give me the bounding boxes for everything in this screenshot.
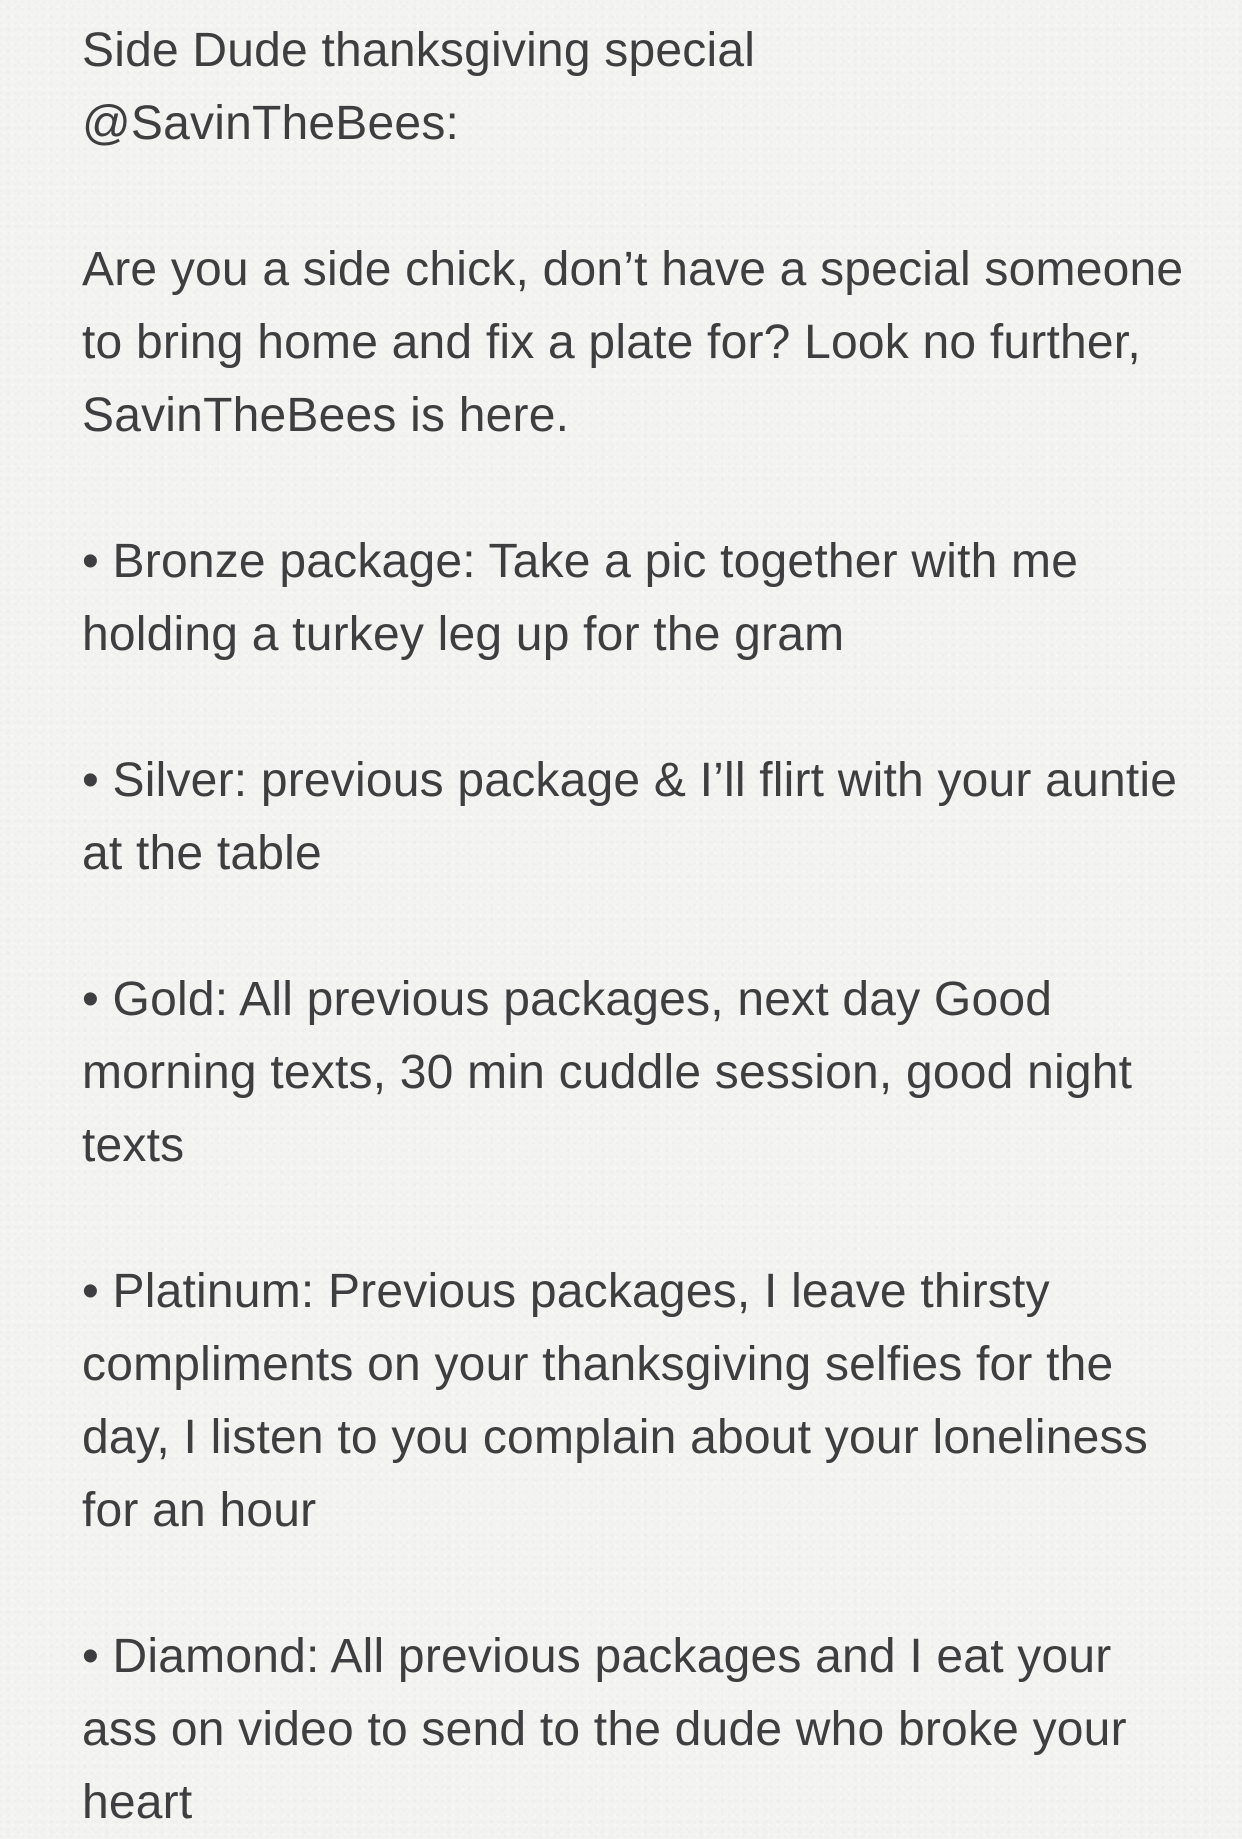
paragraph-gap <box>82 671 1192 744</box>
package-diamond: • Diamond: All previous packages and I eat your ass on video to send to the dude who broke your heart <box>82 1630 1127 1829</box>
paragraph-gap <box>82 1182 1192 1255</box>
package-gold: • Gold: All previous packages, next day Good morning texts, 30 min cuddle session, good night texts <box>82 973 1133 1172</box>
paragraph-gap <box>82 1547 1192 1620</box>
note-intro: Are you a side chick, don’t have a special someone to bring home and fix a plate for? Look no further, SavinTheBees is here. <box>82 243 1184 442</box>
paragraph-gap <box>82 160 1192 233</box>
note-body <box>82 14 1192 1839</box>
paragraph-gap <box>82 890 1192 963</box>
paragraph-gap <box>82 452 1192 525</box>
package-silver: • Silver: previous package & I’ll flirt with your auntie at the table <box>82 754 1178 880</box>
note-title-line-2: @SavinTheBees: <box>82 97 460 150</box>
package-platinum: • Platinum: Previous packages, I leave thirsty compliments on your thanksgiving selfies for the day, I listen to you complain about your loneliness for an hour <box>82 1265 1148 1537</box>
note-title-line-1: Side Dude thanksgiving special <box>82 24 756 77</box>
package-bronze: • Bronze package: Take a pic together with me holding a turkey leg up for the gram <box>82 535 1079 661</box>
